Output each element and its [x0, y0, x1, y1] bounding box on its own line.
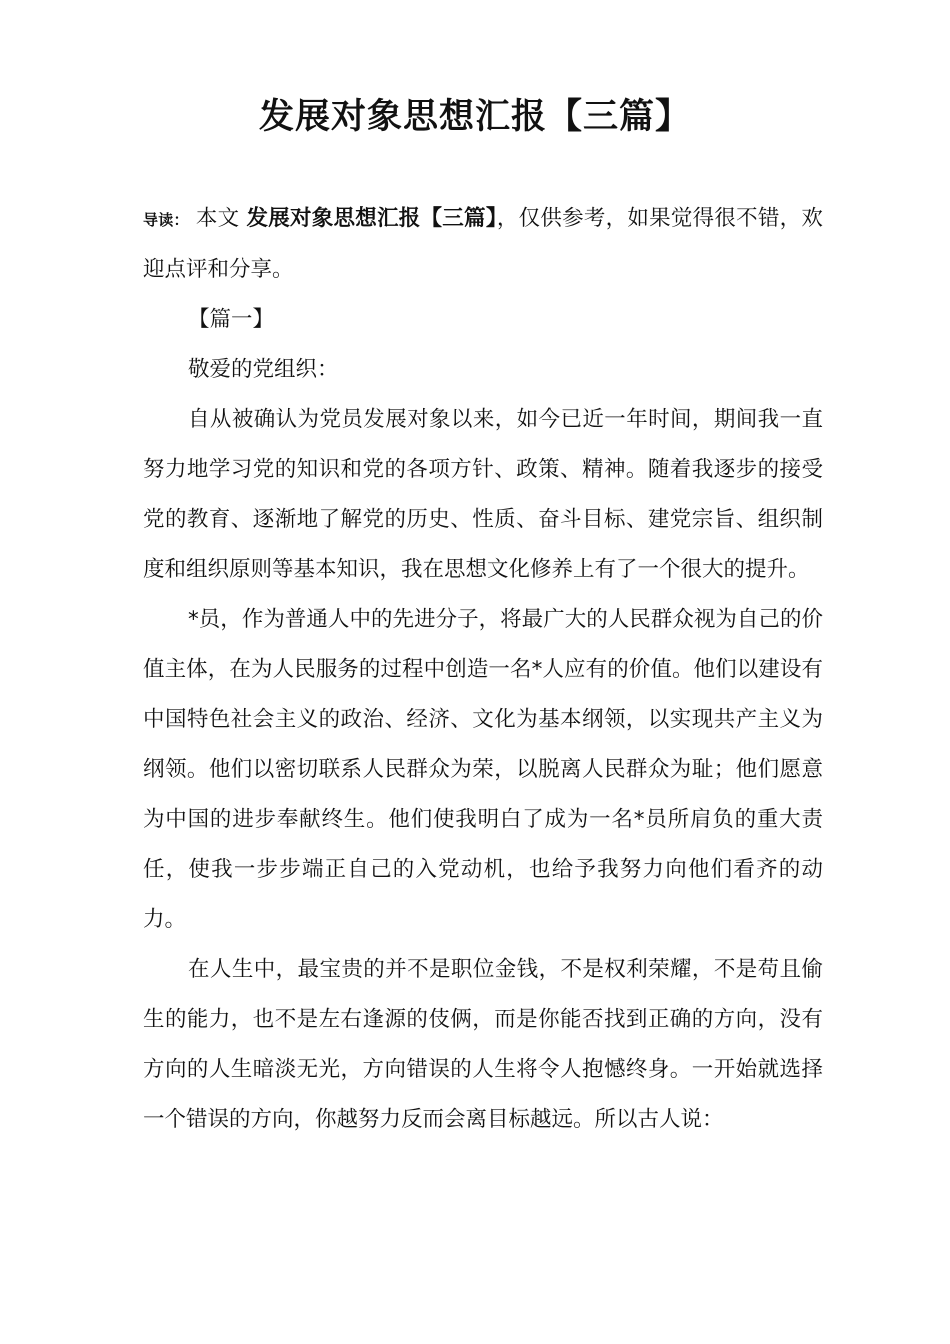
lead-label: 导读：: [143, 211, 189, 229]
body-paragraph: 在人生中，最宝贵的并不是职位金钱，不是权利荣耀，不是苟且偷生的能力，也不是左右逢源的伎俩，而是你能否找到正确的方向，没有方向的人生暗淡无光，方向错误的人生将令人抱憾终身。一开始就选择一个错误的方向，你越努力反而会离目标越远。所以古人说：: [143, 957, 823, 1132]
lead-title: 发展对象思想汇报【三篇】: [246, 206, 497, 231]
body-paragraph: 自从被确认为党员发展对象以来，如今已近一年时间，期间我一直努力地学习党的知识和党的各项方针、政策、精神。随着我逐步的接受党的教育、逐渐地了解党的历史、性质、奋斗目标、建党宗旨、组织制度和组织原则等基本知识，我在思想文化修养上有了一个很大的提升。: [143, 407, 823, 582]
lead-paragraph: [143, 194, 823, 295]
section-heading: 【篇一】: [188, 307, 275, 332]
body-paragraph: *员，作为普通人中的先进分子，将最广大的人民群众视为自己的价值主体，在为人民服务的过程中创造一名*人应有的价值。他们以建设有中国特色社会主义的政治、经济、文化为基本纲领，以实现共产主义为纲领。他们以密切联系人民群众为荣，以脱离人民群众为耻；他们愿意为中国的进步奉献终生。他们使我明白了成为一名*员所肩负的重大责任，使我一步步端正自己的入党动机，也给予我努力向他们看齐的动力。: [143, 607, 823, 932]
page-title: 发展对象思想汇报【三篇】: [258, 97, 691, 137]
lead-prefix: 本文: [195, 206, 240, 231]
salutation: 敬爱的党组织：: [188, 357, 339, 382]
document-body: [143, 194, 823, 1145]
lead-suffix: ，仅供参考，如果觉得很不错，欢迎点评和分享。: [143, 206, 823, 282]
